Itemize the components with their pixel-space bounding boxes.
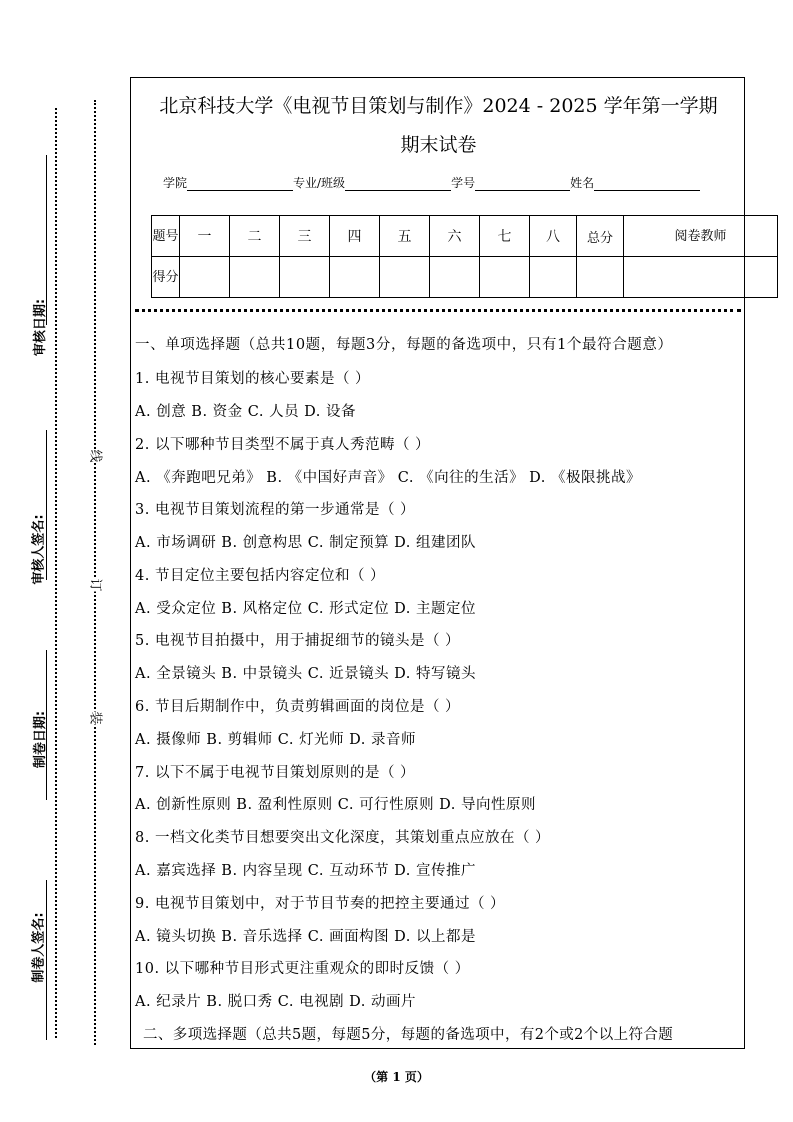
- question-text: 1. 电视节目策划的核心要素是（ ）: [135, 371, 371, 387]
- score-cell[interactable]: [330, 257, 380, 298]
- student-id-label: 学号: [451, 176, 476, 190]
- score-cell[interactable]: [624, 257, 778, 298]
- question-text: 6. 节目后期制作中，负责剪辑画面的岗位是（ ）: [135, 699, 461, 715]
- question-text: 3. 电视节目策划流程的第一步通常是（ ）: [135, 502, 416, 518]
- col-reviewer: 阅卷教师: [624, 216, 778, 257]
- question-text: 2. 以下哪种节目类型不属于真人秀范畴（ ）: [135, 437, 431, 453]
- question-options: A. 全景镜头 B. 中景镜头 C. 近景镜头 D. 特写镜头: [135, 666, 477, 682]
- binding-line-char: 线: [87, 449, 103, 463]
- college-label: 学院: [163, 176, 188, 190]
- reviewer-sign-label: 审核人签名:: [31, 514, 47, 585]
- score-table: [151, 215, 778, 298]
- question-text: 9. 电视节目策划中，对于节目节奏的把控主要通过（ ）: [135, 896, 506, 912]
- score-table-score-row: [152, 257, 778, 298]
- col-total: 总分: [577, 216, 624, 257]
- col-3: 三: [280, 216, 330, 257]
- score-table-header-row: [152, 216, 778, 257]
- make-date-label: 制卷日期:: [33, 710, 49, 769]
- major-label: 专业/班级: [293, 176, 346, 190]
- score-cell[interactable]: [280, 257, 330, 298]
- college-field[interactable]: [187, 176, 293, 191]
- question-options: A. 摄像师 B. 剪辑师 C. 灯光师 D. 录音师: [135, 732, 417, 748]
- page-number: （第 1 页）: [364, 1070, 429, 1084]
- score-cell[interactable]: [180, 257, 230, 298]
- maker-sign-label: 制卷人签名:: [31, 912, 47, 983]
- score-cell[interactable]: [530, 257, 577, 298]
- col-6: 六: [430, 216, 480, 257]
- review-date-label: 审核日期:: [33, 298, 49, 357]
- question-number-label: 题号: [152, 216, 180, 257]
- score-cell[interactable]: [380, 257, 430, 298]
- question-options: A. 《奔跑吧兄弟》 B. 《中国好声音》 C. 《向往的生活》 D. 《极限挑战》: [135, 470, 642, 486]
- col-4: 四: [330, 216, 380, 257]
- question-options: A. 受众定位 B. 风格定位 C. 形式定位 D. 主题定位: [135, 601, 477, 617]
- question-text: 8. 一档文化类节目想要突出文化深度，其策划重点应放在（ ）: [135, 830, 551, 846]
- question-text: 4. 节目定位主要包括内容定位和（ ）: [135, 568, 386, 584]
- col-1: 一: [180, 216, 230, 257]
- score-cell[interactable]: [230, 257, 280, 298]
- col-7: 七: [480, 216, 530, 257]
- col-5: 五: [380, 216, 430, 257]
- left-dotted-line: [55, 108, 57, 1038]
- question-options: A. 纪录片 B. 脱口秀 C. 电视剧 D. 动画片: [135, 994, 417, 1010]
- question-options: A. 创意 B. 资金 C. 人员 D. 设备: [135, 404, 357, 420]
- header-separator: [135, 309, 741, 312]
- student-id-field[interactable]: [475, 176, 570, 191]
- bind-dotted-line: [94, 100, 96, 1045]
- student-info-row: [163, 174, 700, 191]
- score-cell[interactable]: [430, 257, 480, 298]
- score-cell[interactable]: [480, 257, 530, 298]
- question-text: 10. 以下哪种节目形式更注重观众的即时反馈（ ）: [135, 961, 470, 977]
- binding-install-char: 装: [87, 711, 103, 725]
- question-options: A. 市场调研 B. 创意构思 C. 制定预算 D. 组建团队: [135, 535, 477, 551]
- binding-order-char: 订: [87, 578, 103, 592]
- section1-heading: 一、单项选择题（总共10题，每题3分，每题的备选项中，只有1个最符合题意）: [135, 337, 673, 353]
- col-2: 二: [230, 216, 280, 257]
- score-cell[interactable]: [577, 257, 624, 298]
- question-options: A. 创新性原则 B. 盈利性原则 C. 可行性原则 D. 导向性原则: [135, 797, 537, 813]
- question-options: A. 镜头切换 B. 音乐选择 C. 画面构图 D. 以上都是: [135, 929, 477, 945]
- question-text: 5. 电视节目拍摄中，用于捕捉细节的镜头是（ ）: [135, 633, 461, 649]
- question-text: 7. 以下不属于电视节目策划原则的是（ ）: [135, 765, 416, 781]
- col-8: 八: [530, 216, 577, 257]
- section2-heading: 二、多项选择题（总共5题，每题5分，每题的备选项中，有2个或2个以上符合题: [143, 1027, 674, 1043]
- exam-title: 北京科技大学《电视节目策划与制作》2024 - 2025 学年第一学期: [159, 95, 718, 117]
- name-field[interactable]: [594, 176, 700, 191]
- major-field[interactable]: [345, 176, 451, 191]
- score-label: 得分: [152, 257, 180, 298]
- exam-subtitle: 期末试卷: [400, 134, 477, 156]
- question-options: A. 嘉宾选择 B. 内容呈现 C. 互动环节 D. 宣传推广: [135, 863, 477, 879]
- name-label: 姓名: [570, 176, 595, 190]
